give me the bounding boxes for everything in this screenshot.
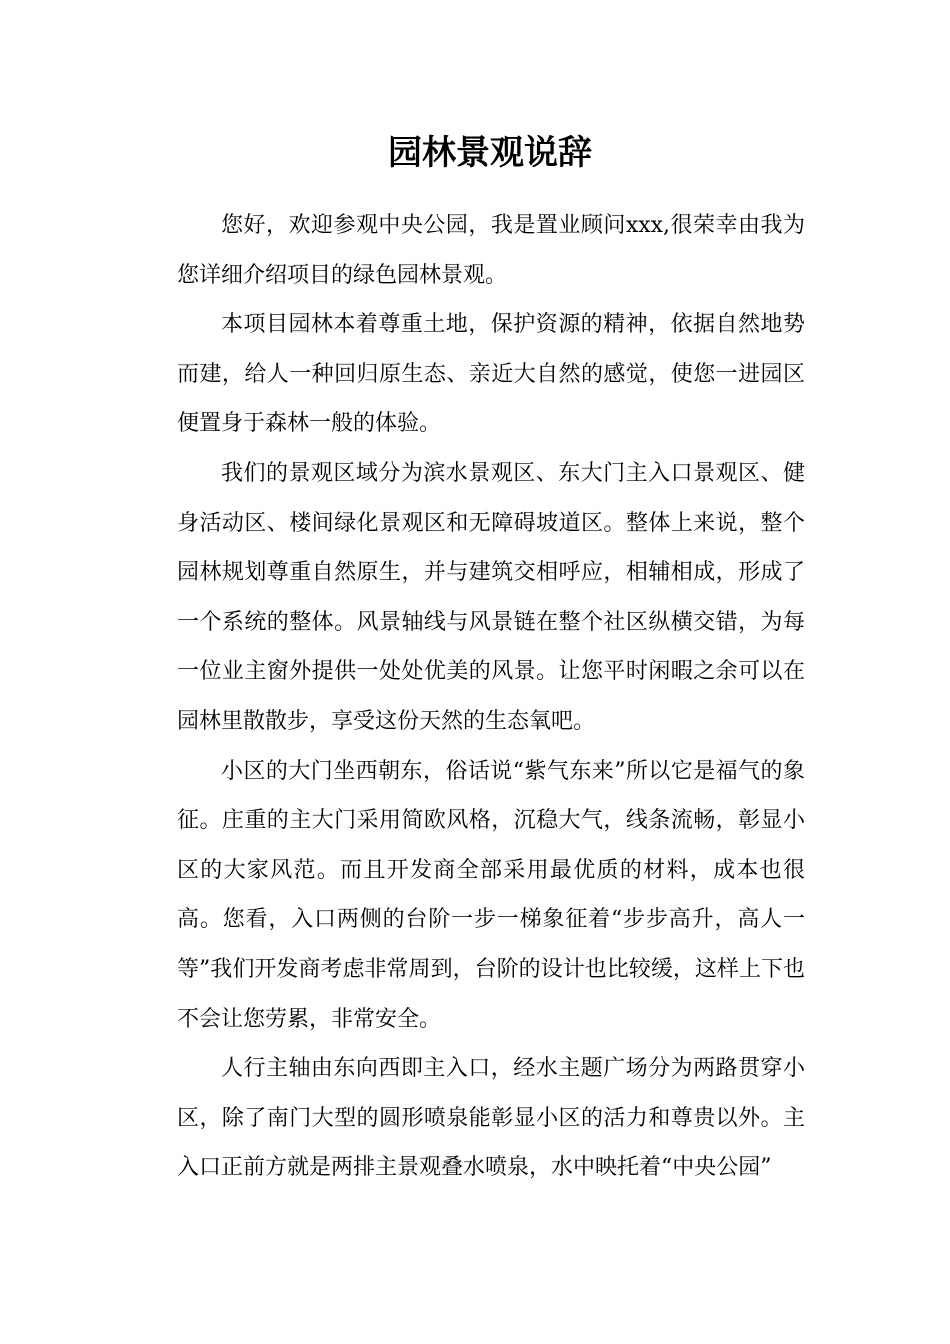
paragraph-project-principle: 本项目园林本着尊重土地，保护资源的精神，依据自然地势而建，给人一种回归原生态、亲近大自然的感觉，使您一进园区便置身于森林一般的体验。	[177, 312, 805, 437]
document-title: 园林景观说辞	[388, 133, 592, 173]
paragraph-welcome: 您好，欢迎参观中央公园，我是置业顾问xxx,很荣幸由我为您详细介绍项目的绿色园林景观。	[177, 213, 805, 288]
paragraph-pedestrian-axis: 人行主轴由东向西即主入口，经水主题广场分为两路贯穿小区，除了南门大型的圆形喷泉能彰显小区的活力和尊贵以外。主入口正前方就是两排主景观叠水喷泉，水中映托着“中央公园”	[177, 1056, 805, 1181]
document-body	[177, 201, 805, 1193]
paragraph-main-gate: 小区的大门坐西朝东，俗话说“紫气东来”所以它是福气的象征。庄重的主大门采用简欧风格，沉稳大气，线条流畅，彰显小区的大家风范。而且开发商全部采用最优质的材料，成本也很高。您看，入口两侧的台阶一步一梯象征着“步步高升，高人一等”我们开发商考虑非常周到，台阶的设计也比较缓，这样上下也不会让您劳累，非常安全。	[177, 758, 805, 1032]
paragraph-landscape-zones: 我们的景观区域分为滨水景观区、东大门主入口景观区、健身活动区、楼间绿化景观区和无障碍坡道区。整体上来说，整个园林规划尊重自然原生，并与建筑交相呼应，相辅相成，形成了一个系统的整体。风景轴线与风景链在整个社区纵横交错，为每一位业主窗外提供一处处优美的风景。让您平时闲暇之余可以在园林里散散步，享受这份天然的生态氧吧。	[177, 460, 805, 734]
